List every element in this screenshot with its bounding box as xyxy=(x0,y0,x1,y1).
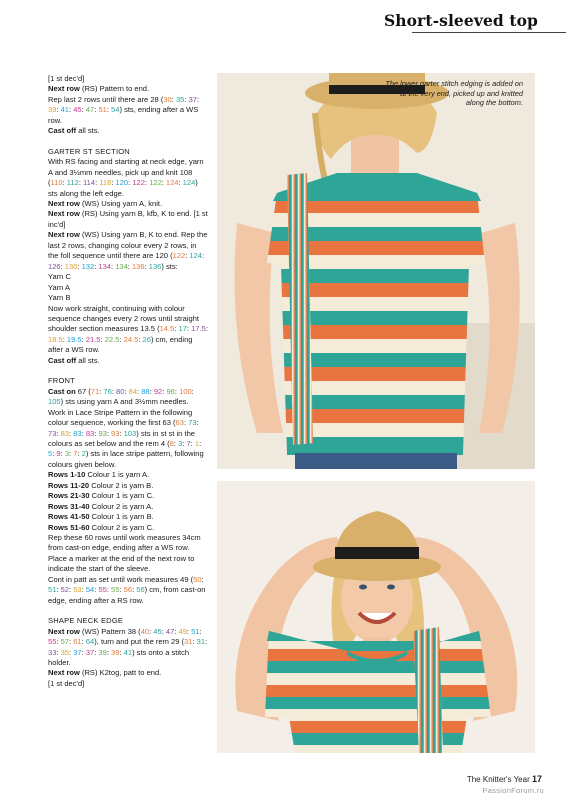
text-span: 51 xyxy=(98,105,107,115)
text-span: 84 xyxy=(128,386,138,396)
text-span: 83 xyxy=(73,428,82,438)
text-span: 64 xyxy=(85,637,95,647)
text-span: 132 xyxy=(81,261,95,271)
header-rule xyxy=(412,32,566,33)
text-span: Rows 21-30 xyxy=(48,491,90,501)
text-span: 3 xyxy=(178,438,183,448)
text-line: Next row (WS) Using yarn B, K to end. Rep the last 2 rows, changing colour every 2 rows, in the foll sequence until there are 120 (122: 124: 126: 130: 132: 134: 134: 136: 136) sts: xyxy=(48,230,208,271)
text-span: Next row xyxy=(48,230,80,240)
text-span: 3 xyxy=(64,449,70,459)
text-line: Cont in patt as set until work measures 49 (50: 51: 52: 53: 54: 55: 55: 56: 56) cm, from cast-on edge, ending after a RS row. xyxy=(48,574,206,605)
text-span: 51 xyxy=(48,585,57,595)
text-span: 40 xyxy=(140,626,150,636)
text-span: Next row xyxy=(48,626,80,636)
text-span: 39 xyxy=(48,105,57,115)
text-span: Rows 51-60 xyxy=(48,522,90,532)
text-span: 110 xyxy=(50,178,63,188)
text-span: ) sts: xyxy=(161,261,178,271)
text-span: Work in Lace Stripe Pattern in the following colour sequence, working the first 63 ( xyxy=(48,407,193,428)
text-line xyxy=(48,199,208,209)
text-line xyxy=(48,668,208,678)
text-span: (RS) Pattern to end. xyxy=(79,84,150,94)
text-span: 35 xyxy=(60,647,70,657)
text-span: 2 xyxy=(81,449,86,459)
text-span: 73 xyxy=(188,418,197,428)
text-span: 122 xyxy=(132,178,145,188)
text-span: 71 xyxy=(90,386,100,396)
text-line xyxy=(48,491,208,501)
text-span: 124 xyxy=(182,178,196,188)
text-line xyxy=(48,74,208,84)
text-span: ) cm, from cast-on edge, ending after a RS row. xyxy=(48,585,206,605)
text-line: Work in Lace Stripe Pattern in the following colour sequence, working the first 63 (63: 73: 73: 83: 83: 83: 93: 93: 103) sts in st st in the colours as set below and the rem 4 (8: 3: 7: 1: 5: 9: 3: 7: 2) sts in lace stripe pattern, following colours given below. xyxy=(48,407,204,469)
text-line: Cast on 67 (71: 76: 80: 84: 88: 92: 96: 100: 105) sts using yarn A and 3½mm needles. xyxy=(48,386,194,407)
text-span: 41 xyxy=(123,647,133,657)
text-span: 21.5 xyxy=(85,334,101,344)
text-span: ) sts, ending after a WS row. xyxy=(48,105,199,125)
text-span: 80 xyxy=(116,386,125,396)
text-span: ) cm, ending after a WS row. xyxy=(48,334,193,355)
back-view-illustration xyxy=(217,73,535,469)
text-span: 18.5 xyxy=(48,334,63,344)
text-span: 56 xyxy=(123,585,133,595)
text-span: 63 xyxy=(175,418,184,428)
text-span: 5 xyxy=(48,449,53,459)
section-heading-garter: GARTER ST SECTION xyxy=(48,146,130,156)
text-span: 124 xyxy=(189,251,202,261)
text-span: 73 xyxy=(48,428,57,438)
text-span: ) sts in st st in the colours as set below and the rem 4 ( xyxy=(48,428,195,448)
front-view-illustration xyxy=(217,481,535,753)
text-span: 1 xyxy=(194,438,200,448)
text-span: all sts. xyxy=(76,355,100,365)
text-span: 83 xyxy=(85,428,95,438)
text-span: Rows 11-20 xyxy=(48,480,90,490)
text-span: 67 ( xyxy=(75,386,91,396)
text-span: 105 xyxy=(48,397,61,407)
text-span: (RS) K2tog, patt to end. xyxy=(79,668,162,678)
text-span: Cont in patt as set until work measures 49 ( xyxy=(48,574,194,584)
text-span: 33 xyxy=(48,647,57,657)
text-span: Rows 41-50 xyxy=(48,512,90,522)
text-span: Colour 1 is yarn B. xyxy=(89,512,154,522)
text-line: With RS facing and starting at neck edge, yarn A and 3½mm needles, pick up and knit 108 (110: 112: 114: 118: 120: 122: 122: 124: 124) sts along the left edge. xyxy=(48,157,204,198)
text-span: ), turn and put the rem 29 ( xyxy=(94,637,185,647)
text-span: 126 xyxy=(48,261,61,271)
text-span: 41 xyxy=(60,105,70,115)
text-span: 8 xyxy=(169,438,174,448)
text-line: Yarn A xyxy=(48,282,71,292)
text-span: 17.5 xyxy=(191,324,206,334)
text-line xyxy=(48,84,208,94)
text-span: 136 xyxy=(148,261,162,271)
text-span: 57 xyxy=(60,637,70,647)
text-span: 122 xyxy=(149,178,162,188)
photo-back-view xyxy=(217,73,535,469)
section-heading-front: FRONT xyxy=(48,376,75,386)
text-span: 55 xyxy=(98,585,107,595)
text-span: 52 xyxy=(60,585,70,595)
text-span: Colour 1 is yarn C. xyxy=(89,491,155,501)
text-span: 122 xyxy=(172,251,186,261)
text-span: Cast off xyxy=(48,355,77,365)
text-span: 35 xyxy=(175,94,185,104)
text-span: ) sts in lace stripe pattern, following colours given below. xyxy=(48,449,204,469)
text-span: 88 xyxy=(141,386,150,396)
text-span: [1 st dec'd] xyxy=(48,74,85,83)
photo-front-view xyxy=(217,481,535,753)
text-line: Rep last 2 rows until there are 28 (30: 35: 37: 39: 41: 45: 47: 51: 54) sts, ending after a WS row. xyxy=(48,94,200,125)
text-span: 45 xyxy=(153,626,162,636)
text-span: 26 xyxy=(142,334,151,344)
text-span: Rep last 2 rows until there are 28 ( xyxy=(48,94,164,104)
photo-caption: The lower garter stitch edging is added on at the very end, picked up and knitted along the bottom. xyxy=(385,79,523,108)
text-span: 30 xyxy=(163,94,172,104)
text-span: 19.5 xyxy=(66,334,82,344)
text-span: 136 xyxy=(131,261,145,271)
text-span: 103 xyxy=(123,428,137,438)
text-span: 37 xyxy=(73,647,82,657)
text-line xyxy=(48,502,208,512)
text-span: Next row xyxy=(48,84,80,94)
text-span: Next row xyxy=(48,209,80,219)
text-span: (WS) Pattern 38 ( xyxy=(79,626,141,636)
text-line: [1 st dec'd] xyxy=(48,678,85,688)
text-span: Now work straight, continuing with colour sequence changes every 2 rows until straight shoulder section measures 13.5 ( xyxy=(48,303,200,334)
text-span: 17 xyxy=(178,324,187,334)
text-span: 61 xyxy=(73,637,82,647)
text-span: 54 xyxy=(111,105,120,115)
text-span: 49 xyxy=(178,626,187,636)
text-span: 54 xyxy=(85,585,95,595)
magazine-name: The Knitter's Year xyxy=(466,775,530,784)
text-span: 39 xyxy=(98,647,107,657)
text-span: 45 xyxy=(73,105,82,115)
watermark: PassionForum.ru xyxy=(482,786,544,795)
text-span: all sts. xyxy=(76,126,100,136)
text-span: 55 xyxy=(111,585,120,595)
text-span: 134 xyxy=(115,261,128,271)
text-span: Colour 2 is yarn A. xyxy=(89,501,154,511)
text-line: Yarn C xyxy=(48,272,71,282)
text-span: 112 xyxy=(66,178,79,188)
text-span: Cast on xyxy=(48,386,76,396)
text-span: 93 xyxy=(98,428,107,438)
text-span: 96 xyxy=(166,386,175,396)
text-span: 92 xyxy=(153,386,163,396)
text-span: Next row xyxy=(48,198,80,208)
text-span: With RS facing and starting at neck edge, yarn A and 3½mm needles, pick up and knit 108 ( xyxy=(48,157,204,188)
text-span: 55 xyxy=(48,637,57,647)
text-span: (WS) Using yarn B, K to end. Rep the last 2 rows, changing colour every 2 rows, in the foll sequence until there are 120 ( xyxy=(48,230,208,261)
text-line xyxy=(48,523,208,533)
text-span: 118 xyxy=(99,178,112,188)
text-line xyxy=(48,356,208,366)
text-span: 47 xyxy=(85,105,95,115)
text-span: 83 xyxy=(60,428,70,438)
text-span: 93 xyxy=(111,428,120,438)
text-span: 31 xyxy=(184,637,193,647)
text-line xyxy=(48,126,208,136)
text-span: (WS) Using yarn A, knit. xyxy=(79,198,163,208)
text-line xyxy=(48,481,208,491)
text-span: Next row xyxy=(48,668,80,678)
text-span: 50 xyxy=(193,574,202,584)
pattern-text-column xyxy=(48,74,208,689)
text-span: ) sts onto a stitch holder. xyxy=(48,647,190,668)
text-line: Next row (WS) Pattern 38 (40: 45: 47: 49: 51: 55: 57: 61: 64), turn and put the rem 29 (31: 31: 33: 35: 37: 37: 39: 39: 41) sts onto a stitch holder. xyxy=(48,626,208,668)
text-span: Rows 1-10 xyxy=(48,470,86,480)
page-number: 17 xyxy=(531,774,542,784)
text-span: Colour 1 is yarn A. xyxy=(85,470,150,480)
text-span: 51 xyxy=(191,626,200,636)
text-span: 14.5 xyxy=(159,324,175,334)
text-span: 37 xyxy=(188,94,197,104)
text-span: 31 xyxy=(196,637,206,647)
text-span: 120 xyxy=(115,178,129,188)
text-span: 7 xyxy=(73,449,78,459)
text-span: 53 xyxy=(73,585,82,595)
text-span: (RS) Using yarn B, kfb, K to end. [1 st inc'd] xyxy=(48,209,208,229)
text-line: Yarn B xyxy=(48,293,71,303)
text-line: Rep these 60 rows until work measures 34cm from cast-on edge, ending after a WS row. xyxy=(48,533,201,553)
text-span: 130 xyxy=(64,261,78,271)
footer xyxy=(467,774,542,784)
text-span: 56 xyxy=(136,585,145,595)
text-span: 134 xyxy=(98,261,111,271)
text-span: 124 xyxy=(165,178,179,188)
text-span: Cast off xyxy=(48,126,77,136)
text-span: 76 xyxy=(103,386,112,396)
text-span: 7 xyxy=(186,438,191,448)
text-line: Place a marker at the end of the next row to indicate the start of the sleeve. xyxy=(48,553,195,574)
text-span: 100 xyxy=(179,386,192,396)
text-span: 47 xyxy=(165,626,175,636)
text-span: 37 xyxy=(85,647,95,657)
page-title: Short-sleeved top xyxy=(383,11,538,30)
text-span: 22.5 xyxy=(104,334,120,344)
text-line xyxy=(48,512,208,522)
text-line xyxy=(48,470,208,480)
section-heading-neck: SHAPE NECK EDGE xyxy=(48,616,124,626)
text-span: 114 xyxy=(83,178,96,188)
text-span: 39 xyxy=(111,647,120,657)
text-span: 9 xyxy=(56,449,61,459)
text-span: ) sts along the left edge. xyxy=(48,178,198,198)
text-span: ) sts using yarn A and 3½mm needles. xyxy=(60,397,189,407)
text-line xyxy=(48,209,208,230)
text-span: Colour 2 is yarn C. xyxy=(89,522,155,532)
text-span: Rows 31-40 xyxy=(48,501,90,511)
text-line: Now work straight, continuing with colour sequence changes every 2 rows until straight shoulder section measures 13.5 (14.5: 17: 17.5: 18.5: 19.5: 21.5: 22.5: 24.5: 26) cm, ending after a WS row. xyxy=(48,303,208,355)
text-span: 24.5 xyxy=(123,334,139,344)
text-span: Colour 2 is yarn B. xyxy=(89,480,154,490)
